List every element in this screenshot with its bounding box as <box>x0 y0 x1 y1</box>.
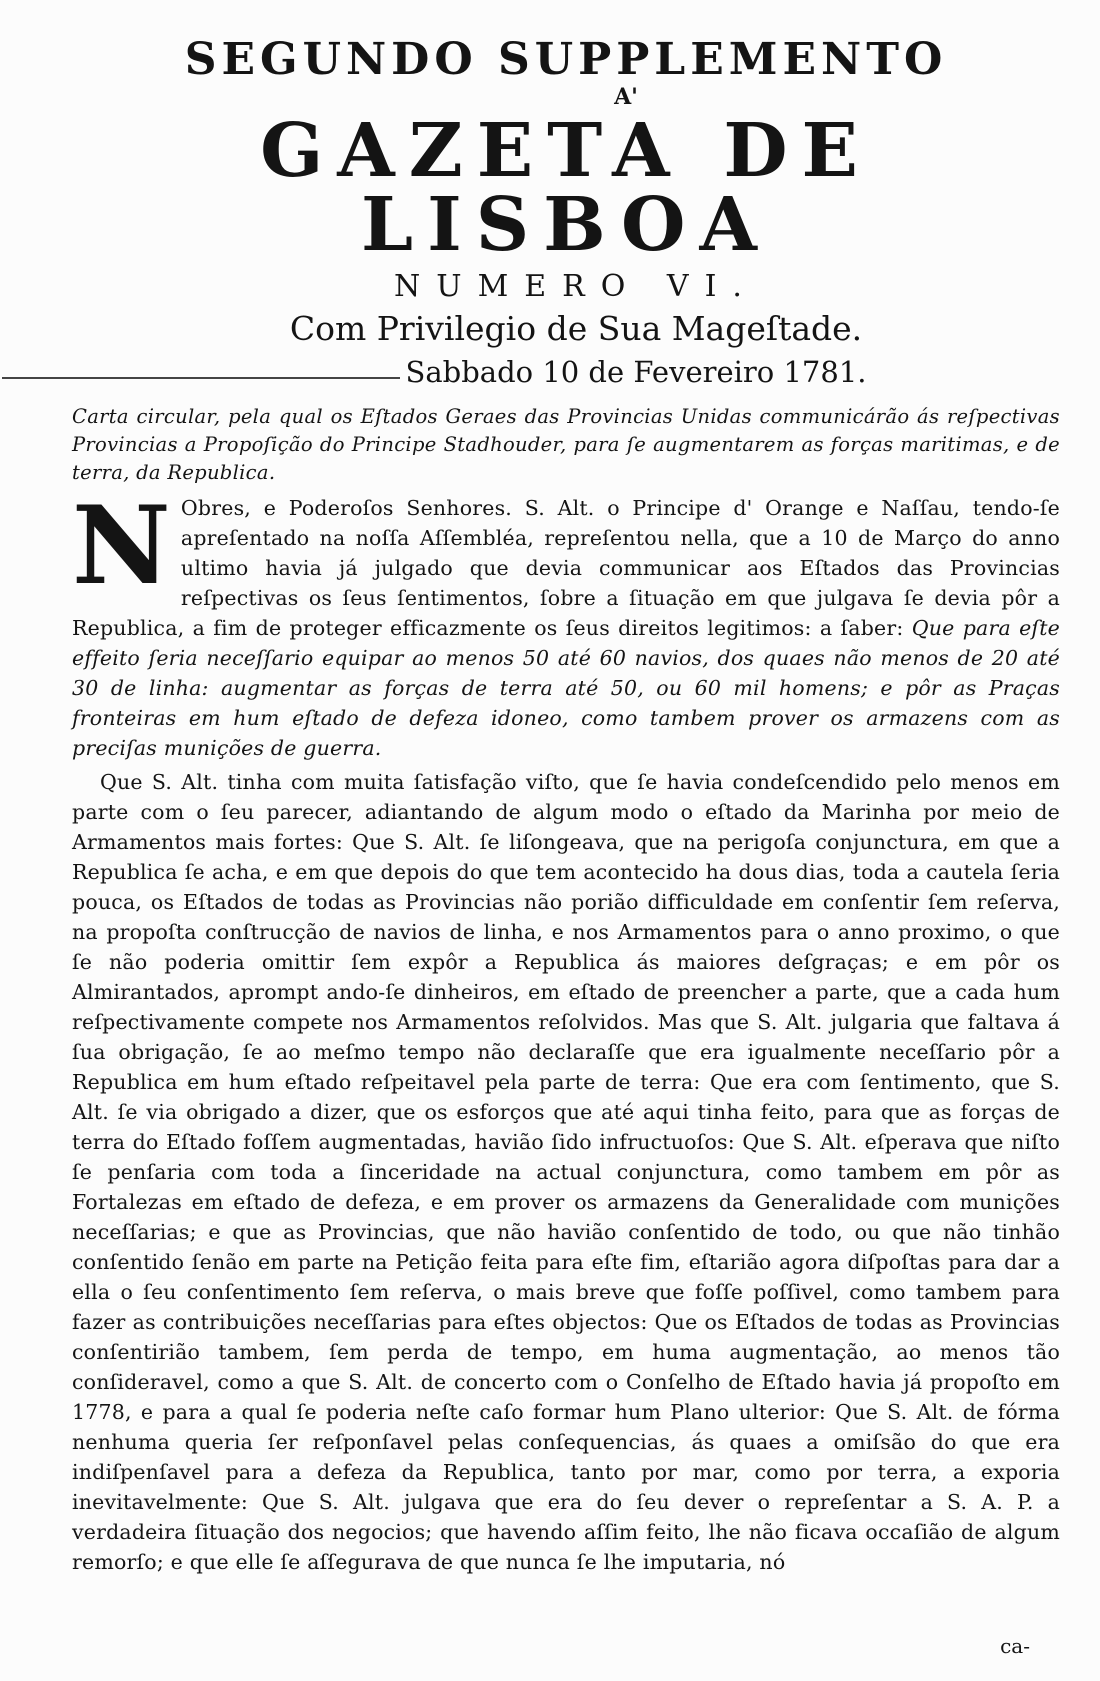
title-preposition: A' <box>614 84 638 110</box>
dateline-rule-left <box>2 377 422 379</box>
supplement-title: SEGUNDO SUPPLEMENTO <box>184 34 948 85</box>
catchword: ca- <box>1000 1634 1030 1658</box>
article-summary: Carta circular, pela qual os Eſtados Geraes das Provincias Unidas communicárão ás reſpectivas Provincias a Propoſição do Principe Stadhouder, para ſe augmentarem as forças maritimas, e de terra, da Republica. <box>72 405 1060 484</box>
drop-cap: N <box>72 483 171 609</box>
issue-number: NUMERO VI. <box>394 269 758 304</box>
gazette-title: GAZETA DE LISBOA <box>260 108 872 268</box>
letter-italic-proposal: Que para eſte effeito ſeria neceſſario equipar ao menos 50 até 60 navios, dos quaes não menos de 20 até 30 de linha: augmentar as forças de terra até 50, ou 60 mil homens; e pôr as Praças fronteiras em hum eſtado de defeza idoneo, como tambem prover os armazens com as preciſas munições de guerra. <box>72 616 1060 760</box>
letter-paragraph-2: Que S. Alt. tinha com muita ſatisfação viſto, que ſe havia condeſcendido pelo menos em parte com o ſeu parecer, adiantando de algum modo o eſtado da Marinha por meio de Armamentos mais fortes: Que S. Alt. ſe liſongeava, que na perigoſa conjunctura, em que a Republica ſe acha, e em que depois do que tem acontecido ha dous dias, toda a cautela ſeria pouca, os Eſtados de todas as Provincias não porião difficuldade em conſentir ſem reſerva, na propoſta conſtrucção de navios de linha, e nos Armamentos para o anno proximo, o que ſe não poderia omittir ſem expôr a Republica ás maiores deſgraças; e em pôr os Almirantados, aprompt ando-ſe dinheiros, em eſtado de preencher a parte, que a cada hum reſpectivamente compete nos Armamentos reſolvidos. Mas que S. Alt. julgaria que faltava á ſua obrigação, ſe ao meſmo tempo não declaraſſe que era igualmente neceſſario pôr a Republica em hum eſtado reſpeitavel pela parte de terra: Que era com ſentimento, que S. Alt. ſe via obrigado a dizer, que os esforços que até aqui tinha feito, para que as forças de terra do Eſtado foſſem augmentadas, havião ſido infructuoſos: Que S. Alt. eſperava que niſto ſe penſaria com toda a ſinceridade na actual conjunctura, como tambem em pôr as Fortalezas em eſtado de defeza, e em prover os armazens da Generalidade com munições neceſſarias; e que as Provincias, que não havião conſentido de todo, ou que não tinhão conſentido ſenão em parte na Petição feita para eſte fim, eſtarião agora diſpoſtas para dar a ella o ſeu conſentimento ſem reſerva, o mais breve que foſſe poſſivel, como tambem para fazer as contribuições neceſſarias para eſtes objectos: Que os Eſtados de todas as Provincias conſentirião tambem, ſem perda de tempo, em huma augmentação, ao menos tão conſideravel, como a que S. Alt. de concerto com o Conſelho de Eſtado havia já propoſto em 1778, e para a qual ſe poderia neſte caſo formar hum Plano ulterior: Que S. Alt. de fórma nenhuma queria ſer reſponſavel pelas conſequencias, ás quaes a omiſsão do que era indiſpenſavel para a defeza da Republica, tanto por mar, como por terra, a exporia inevitavelmente: Que S. Alt. julgava que era do ſeu dever o repreſentar a S. A. P. a verdadeira ſituação dos negocios; que havendo aſſim feito, lhe não ficava occaſião de algum remorſo; e que elle ſe aſſegurava de que nunca ſe lhe imputaria, nó <box>72 770 1060 1574</box>
masthead <box>72 34 1060 348</box>
letter-paragraph-1 <box>72 483 1060 763</box>
letter-opening-text: Obres, e Poderoſos Senhores. S. Alt. o Principe d' Orange e Naſſau, tendo-ſe apreſentado na noſſa Aſſembléa, repreſentou nella, que a 10 de Março do anno ultimo havia já julgado que devia communicar aos Eſtados das Provincias reſpectivas os ſeus ſentimentos, ſobre a ſituação em que julgava ſe devia pôr a Republica, a fim de proteger efficazmente os ſeus direitos legitimos: a ſaber: <box>72 496 1060 640</box>
dateline <box>72 355 1060 389</box>
issue-date: Sabbado 10 de Fevereiro 1781. <box>400 355 873 389</box>
privilege-line: Com Privilegio de Sua Mageſtade. <box>289 309 863 348</box>
